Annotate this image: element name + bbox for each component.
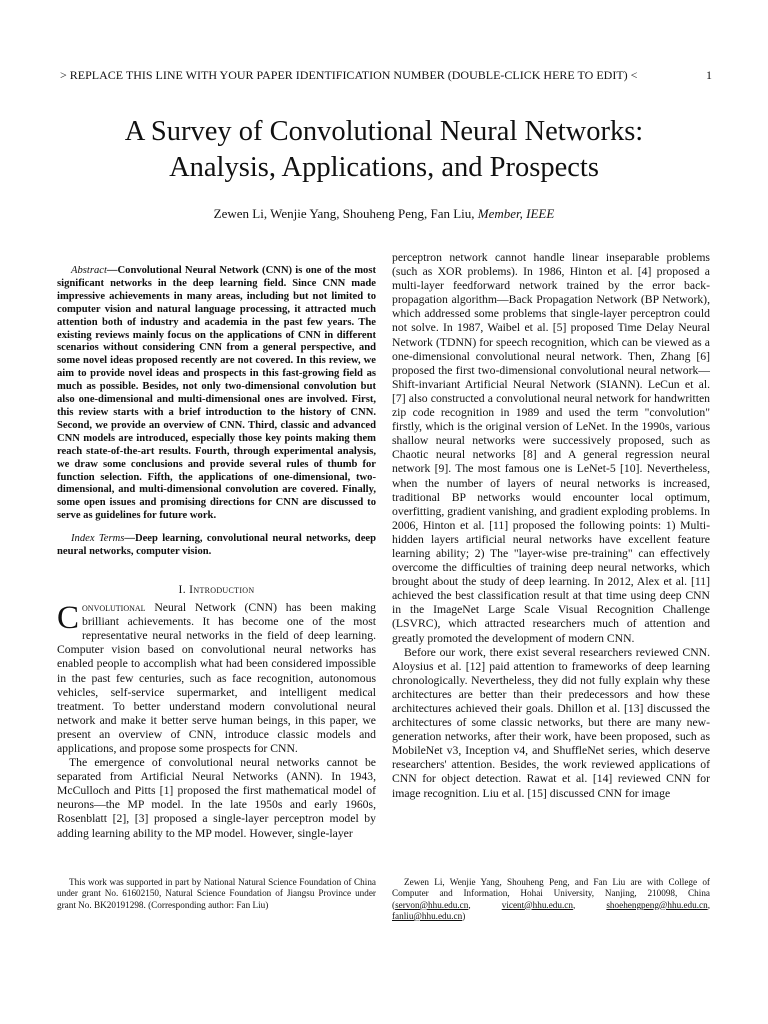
drop-cap: C bbox=[57, 600, 80, 637]
right-paragraph-2: Before our work, there exist several researchers reviewed CNN. Aloysius et al. [12] paid attention to frameworks of deep learning chronologically. Nevertheless, they did not fully explain why these architectures are better than their predecessors and how these architectures achieved their goals. Dhillon et al. [13] discussed the architectures of some classic networks, but there are many new-generation networks, after their work, have been proposed, such as MobileNet v3, Inception v4, and ShuffleNet series, which deserve researchers' attention. Besides, the work reviewed applications of CNN for object detection. Rawat et al. [14] reviewed CNN for image recognition. Liu et al. [15] discussed CNN for image bbox=[392, 645, 710, 800]
intro-first-word: onvolutional bbox=[82, 601, 146, 615]
running-head-text: > REPLACE THIS LINE WITH YOUR PAPER IDENTIFICATION NUMBER (DOUBLE-CLICK HERE TO EDIT) < bbox=[60, 68, 638, 82]
email-separator: , bbox=[707, 899, 710, 910]
index-terms bbox=[57, 533, 376, 559]
title-line-1: A Survey of Convolutional Neural Networks: bbox=[124, 116, 644, 147]
title-line-2: Analysis, Applications, and Prospects bbox=[169, 152, 599, 183]
author-names: Zewen Li, Wenjie Yang, Shouheng Peng, Fan Liu, bbox=[213, 206, 478, 221]
abstract-lead: Abstract bbox=[71, 265, 107, 276]
right-column bbox=[392, 251, 710, 801]
affiliation-footnote bbox=[392, 877, 710, 922]
affiliation-close: ) bbox=[462, 910, 466, 921]
email-separator: , bbox=[468, 899, 502, 910]
page-number: 1 bbox=[706, 68, 712, 82]
intro-paragraph-2: The emergence of convolutional neural networks cannot be separated from Artificial Neural Networks (ANN). In 1943, McCulloch and Pitts [1] proposed the first mathematical model of neurons—the MP model. In the late 1950s and early 1960s, Rosenblatt [2], [3] proposed a single-layer perceptron model by adding learning ability to the MP model. However, single-layer bbox=[57, 756, 376, 840]
index-terms-text: —Deep learning, convolutional neural networks, deep neural networks, computer vision. bbox=[57, 533, 376, 558]
running-header bbox=[60, 68, 712, 83]
left-column bbox=[57, 265, 376, 841]
index-terms-lead: Index Terms bbox=[71, 533, 125, 545]
intro-para1-text: Neural Network (CNN) has been making brilliant achievements. It has become one of the most representative neural networks in the field of deep learning. Computer vision based on convolutional neural networks has enabled people to accomplish what had been considered impossible in the past few centuries, such as face recognition, autonomous vehicles, self-service supermarket, and intelligent medical treatment. To better understand modern convolutional neural network and make it better serve human beings, in this paper, we present an overview of CNN, introduce classic models and applications, and propose some prospects for CNN. bbox=[57, 601, 376, 755]
email-separator: , bbox=[572, 899, 607, 910]
paper-title bbox=[40, 114, 728, 186]
author-membership: Member, IEEE bbox=[477, 206, 555, 221]
section-heading-introduction: I. Introduction bbox=[178, 582, 255, 596]
funding-footnote: This work was supported in part by National Natural Science Foundation of China under grant No. 61602150, Natural Science Foundation of Jiangsu Province under grant No. BK20191298. (Corresponding author: Fan Liu) bbox=[57, 877, 376, 910]
email-link-1[interactable]: servon@hhu.edu.cn bbox=[395, 899, 469, 910]
email-link-2[interactable]: vicent@hhu.edu.cn bbox=[501, 899, 573, 910]
affiliation-text: Zewen Li, Wenjie Yang, Shouheng Peng, and Fan Liu are with College of Computer and Information, Hohai University, Nanjing, 210098, China ( bbox=[392, 877, 710, 910]
abstract-text: —Convolutional Neural Network (CNN) is one of the most significant networks in the deep learning field. Since CNN made impressive achievements in many areas, including but not limited to computer vision and natural language processing, it attracted much attention both of industry and academia in the past few years. The existing reviews mainly focus on the applications of CNN in different scenarios without considering CNN from a general perspective, and some novel ideas proposed recently are not covered. In this review, we aim to provide novel ideas and prospects in this fast-growing field as much as possible. Besides, not only two-dimensional convolution but also one-dimensional and multi-dimensional ones are involved. First, this review starts with a brief introduction to the history of CNN. Second, we provide an overview of CNN. Third, classic and advanced CNN models are introduced, especially those key points making them reach state-of-the-art results. Fourth, through experimental analysis, we draw some conclusions and provide several rules of thumb for function selection. Fifth, the applications of one-dimensional, two-dimensional, and multi-dimensional convolution are covered. Finally, some open issues and promising directions for CNN are discussed to serve as guidelines for future work. bbox=[57, 265, 376, 522]
email-link-3[interactable]: shoehengpeng@hhu.edu.cn bbox=[606, 899, 708, 910]
intro-paragraph-1 bbox=[57, 601, 376, 756]
email-link-4[interactable]: fanliu@hhu.edu.cn bbox=[392, 910, 463, 921]
author-list bbox=[40, 206, 728, 222]
right-paragraph-1: perceptron network cannot handle linear inseparable problems (such as XOR problems). In 1986, Hinton et al. [4] proposed a multi-layer feedforward network trained by the error back-propagation algorithm—Back Propagation Network (BP Network), which addressed some problems that single-layer perceptron could not solve. In 1987, Waibel et al. [5] proposed Time Delay Neural Network (TDNN) for speech recognition, which can be viewed as a one-dimensional convolutional neural network. Then, Zhang [6] proposed the first two-dimensional convolutional neural network—Shift-invariant Artificial Neural Network (SIANN). LeCun et al. [7] also constructed a convolutional neural network for handwritten zip code recognition in 1989 and used the term "convolution" firstly, which is the original version of LeNet. In the 1990s, various shallow neural networks were successively proposed, such as Chaotic neural networks [8] and A general regression neural network [9]. The most famous one is LeNet-5 [10]. Nevertheless, when the number of layers of neural networks is increased, traditional BP networks would encounter local optimum, overfitting, gradient vanishing, and gradient exploding problems. In 2006, Hinton et al. [11] proposed the following points: 1) Multi-hidden layers artificial neural networks have excellent feature learning ability; 2) The "layer-wise pre-training" can effectively overcome the difficulties of training deep neural networks, which brought about the study of deep learning. In 2012, Alex et al. [11] achieved the best classification result at that time using deep CNN in the ImageNet Large Scale Visual Recognition Challenge (LSVRC), which attracted researchers much of attention and greatly promoted the development of modern CNN. bbox=[392, 251, 710, 645]
abstract bbox=[57, 265, 376, 523]
